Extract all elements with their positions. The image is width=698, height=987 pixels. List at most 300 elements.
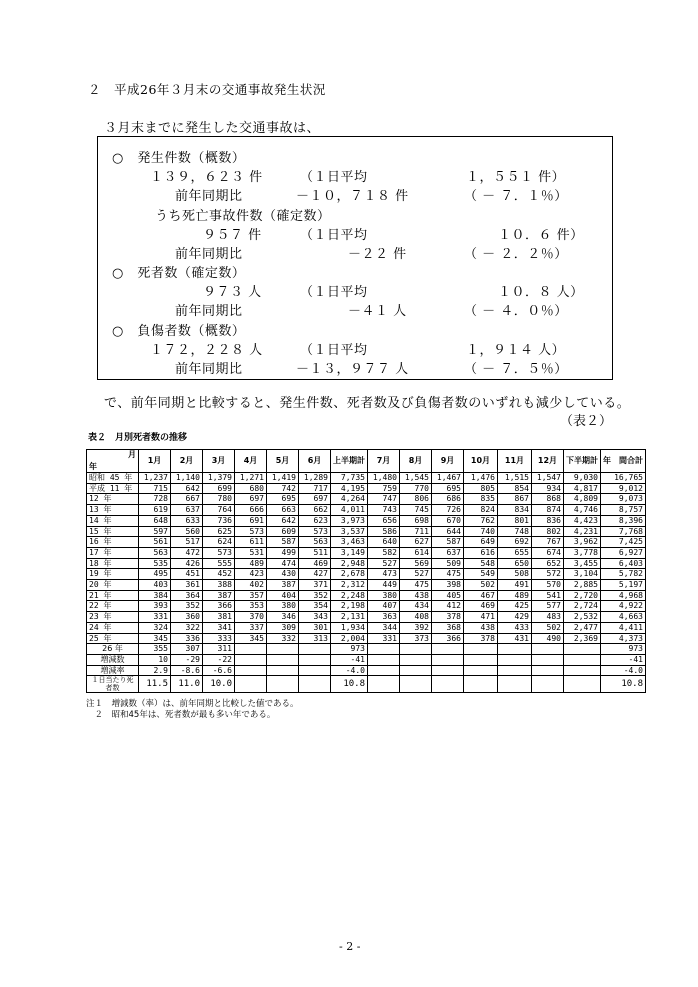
table-cell: 1,467 bbox=[432, 473, 464, 484]
table-cell: 667 bbox=[171, 494, 203, 505]
table-cell: 4,011 bbox=[331, 505, 368, 516]
table-cell: 573 bbox=[299, 526, 331, 537]
table-cell: 502 bbox=[532, 622, 564, 633]
table-cell: 489 bbox=[498, 590, 532, 601]
table-cell: 535 bbox=[139, 558, 171, 569]
table-row bbox=[87, 644, 646, 655]
table-cell: 764 bbox=[203, 505, 235, 516]
table-row bbox=[87, 526, 646, 537]
table-cell: 11.0 bbox=[171, 676, 203, 693]
table-cell: 307 bbox=[171, 644, 203, 655]
table-cell: 423 bbox=[235, 569, 267, 580]
table-cell: 743 bbox=[368, 505, 400, 516]
table-cell: 471 bbox=[464, 612, 498, 623]
table-cell: 4,968 bbox=[601, 590, 646, 601]
note-2: ２ 昭和45年は、死者数が最も多い年である。 bbox=[86, 710, 276, 720]
table-cell bbox=[400, 676, 432, 693]
table-cell: 403 bbox=[139, 580, 171, 591]
table-cell: 611 bbox=[235, 537, 267, 548]
table-cell: 767 bbox=[532, 537, 564, 548]
table-cell: 412 bbox=[432, 601, 464, 612]
table-cell: 1,237 bbox=[139, 473, 171, 484]
table-cell: 616 bbox=[464, 547, 498, 558]
table-cell: 11.5 bbox=[139, 676, 171, 693]
table-row bbox=[87, 537, 646, 548]
table-cell: 426 bbox=[171, 558, 203, 569]
table-notes bbox=[86, 699, 299, 721]
table-cell: -6.6 bbox=[203, 665, 235, 676]
column-header: 3月 bbox=[203, 450, 235, 473]
row-label: 20 年 bbox=[87, 580, 139, 591]
table-row bbox=[87, 601, 646, 612]
table-cell: 469 bbox=[464, 601, 498, 612]
table-cell: 802 bbox=[532, 526, 564, 537]
row-label: 23 年 bbox=[87, 612, 139, 623]
column-header: 上半期計 bbox=[331, 450, 368, 473]
table-cell: 642 bbox=[267, 515, 299, 526]
table-cell: 2,885 bbox=[564, 580, 601, 591]
table-cell: 353 bbox=[235, 601, 267, 612]
table-row bbox=[87, 676, 646, 693]
column-header: 1月 bbox=[139, 450, 171, 473]
column-header: 12月 bbox=[532, 450, 564, 473]
table-cell: 344 bbox=[368, 622, 400, 633]
table-cell: 364 bbox=[171, 590, 203, 601]
table-cell: 759 bbox=[368, 483, 400, 494]
summary-sentence: で、前年同期と比較すると、発生件数、死者数及び負傷者数のいずれも減少している。 bbox=[104, 396, 631, 411]
table-cell bbox=[299, 654, 331, 665]
table-cell: 388 bbox=[203, 580, 235, 591]
table-cell: 662 bbox=[299, 505, 331, 516]
table-cell: 867 bbox=[498, 494, 532, 505]
table-cell: 301 bbox=[299, 622, 331, 633]
note-1: 注１ 増減数（率）は、前年同期と比較した値である。 bbox=[86, 699, 299, 709]
table-cell: 695 bbox=[267, 494, 299, 505]
table-cell: 642 bbox=[171, 483, 203, 494]
table-cell: 715 bbox=[139, 483, 171, 494]
table-cell: 355 bbox=[139, 644, 171, 655]
table-cell: 1,419 bbox=[267, 473, 299, 484]
table-cell bbox=[267, 654, 299, 665]
table-cell bbox=[464, 654, 498, 665]
table-cell: 649 bbox=[464, 537, 498, 548]
table-cell bbox=[235, 644, 267, 655]
corner-month-label: 月 bbox=[128, 450, 136, 459]
table-cell: 1,476 bbox=[464, 473, 498, 484]
table-cell: 824 bbox=[464, 505, 498, 516]
table-cell: 586 bbox=[368, 526, 400, 537]
injured-count: １７２，２２８ 人 bbox=[150, 343, 263, 358]
table-cell: 726 bbox=[432, 505, 464, 516]
table-cell: 5,782 bbox=[601, 569, 646, 580]
table-cell: 868 bbox=[532, 494, 564, 505]
table-cell: 697 bbox=[299, 494, 331, 505]
table-row bbox=[87, 633, 646, 644]
table-cell: 393 bbox=[139, 601, 171, 612]
table-cell: 2,532 bbox=[564, 612, 601, 623]
table-cell: 637 bbox=[432, 547, 464, 558]
table-cell: 407 bbox=[368, 601, 400, 612]
table-cell: 430 bbox=[267, 569, 299, 580]
table-cell: 8,396 bbox=[601, 515, 646, 526]
table-cell bbox=[464, 676, 498, 693]
table-cell: 502 bbox=[464, 580, 498, 591]
table-row bbox=[87, 505, 646, 516]
table-cell: 3,537 bbox=[331, 526, 368, 537]
table-cell: 332 bbox=[267, 633, 299, 644]
table-cell: 361 bbox=[171, 580, 203, 591]
table-cell: 561 bbox=[139, 537, 171, 548]
table-corner-cell bbox=[87, 450, 139, 473]
row-label: 18 年 bbox=[87, 558, 139, 569]
table-cell: 384 bbox=[139, 590, 171, 601]
table-cell: 431 bbox=[498, 633, 532, 644]
table-cell: 548 bbox=[464, 558, 498, 569]
table-cell bbox=[564, 676, 601, 693]
table-cell: 699 bbox=[203, 483, 235, 494]
table-cell: 425 bbox=[498, 601, 532, 612]
accidents-daily-value: １，５５１ 件） bbox=[466, 170, 566, 185]
table-cell: 625 bbox=[203, 526, 235, 537]
table-cell: 573 bbox=[235, 526, 267, 537]
table-cell bbox=[235, 676, 267, 693]
monthly-deaths-table bbox=[86, 449, 646, 693]
column-header: 9月 bbox=[432, 450, 464, 473]
table-cell: 337 bbox=[235, 622, 267, 633]
table-cell: 429 bbox=[498, 612, 532, 623]
table-cell: 854 bbox=[498, 483, 532, 494]
table-cell bbox=[432, 676, 464, 693]
table-cell: 8,757 bbox=[601, 505, 646, 516]
table-cell: 366 bbox=[203, 601, 235, 612]
table-cell: 806 bbox=[400, 494, 432, 505]
table-cell: 16,765 bbox=[601, 473, 646, 484]
table-cell: 1,480 bbox=[368, 473, 400, 484]
table-cell: 9,073 bbox=[601, 494, 646, 505]
table-cell bbox=[368, 665, 400, 676]
table-row bbox=[87, 622, 646, 633]
table-cell: 614 bbox=[400, 547, 432, 558]
table-cell: 368 bbox=[432, 622, 464, 633]
column-header: 11月 bbox=[498, 450, 532, 473]
table-row bbox=[87, 665, 646, 676]
table-cell: 1,515 bbox=[498, 473, 532, 484]
injured-daily-label: （１日平均 bbox=[300, 343, 368, 358]
table-cell: 1,547 bbox=[532, 473, 564, 484]
table-cell: 392 bbox=[400, 622, 432, 633]
table-cell: 402 bbox=[235, 580, 267, 591]
table-cell: 4,809 bbox=[564, 494, 601, 505]
page-number: - 2 - bbox=[339, 940, 361, 953]
deaths-daily-value: １０．８ 人） bbox=[498, 285, 584, 300]
table-cell: 572 bbox=[532, 569, 564, 580]
table-cell bbox=[299, 676, 331, 693]
table-cell: 509 bbox=[432, 558, 464, 569]
table-cell: 1,140 bbox=[171, 473, 203, 484]
table-cell: 531 bbox=[235, 547, 267, 558]
deaths-heading: ○ 死者数（確定数） bbox=[112, 266, 246, 281]
table-cell: 352 bbox=[171, 601, 203, 612]
table-cell: 331 bbox=[368, 633, 400, 644]
column-header: 8月 bbox=[400, 450, 432, 473]
table-cell bbox=[299, 665, 331, 676]
table-cell: 597 bbox=[139, 526, 171, 537]
table-cell bbox=[400, 644, 432, 655]
row-label: 14 年 bbox=[87, 515, 139, 526]
table-cell bbox=[267, 644, 299, 655]
table-cell: 311 bbox=[203, 644, 235, 655]
table-cell: 3,149 bbox=[331, 547, 368, 558]
table-cell bbox=[400, 654, 432, 665]
table-cell bbox=[532, 676, 564, 693]
table-cell: 748 bbox=[498, 526, 532, 537]
table-cell: 2,004 bbox=[331, 633, 368, 644]
table-cell: 663 bbox=[267, 505, 299, 516]
table-cell: 747 bbox=[368, 494, 400, 505]
table-cell: 4,423 bbox=[564, 515, 601, 526]
accidents-daily-label: （１日平均 bbox=[300, 170, 368, 185]
table-cell: 322 bbox=[171, 622, 203, 633]
row-label: 22 年 bbox=[87, 601, 139, 612]
table-cell: 408 bbox=[400, 612, 432, 623]
table-cell: 313 bbox=[299, 633, 331, 644]
table-cell: 670 bbox=[432, 515, 464, 526]
table-cell: 577 bbox=[532, 601, 564, 612]
table-cell: 874 bbox=[532, 505, 564, 516]
table-cell bbox=[235, 654, 267, 665]
table-cell bbox=[299, 644, 331, 655]
table-cell: 4,411 bbox=[601, 622, 646, 633]
row-label: 21 年 bbox=[87, 590, 139, 601]
table-cell: 10 bbox=[139, 654, 171, 665]
table-cell: 680 bbox=[235, 483, 267, 494]
table-cell: 648 bbox=[139, 515, 171, 526]
table-cell bbox=[564, 665, 601, 676]
table-cell: 438 bbox=[464, 622, 498, 633]
table-cell bbox=[532, 654, 564, 665]
table-cell: 427 bbox=[299, 569, 331, 580]
table-cell: 656 bbox=[368, 515, 400, 526]
table-cell bbox=[498, 644, 532, 655]
table-cell: 4,922 bbox=[601, 601, 646, 612]
table-cell: 973 bbox=[331, 644, 368, 655]
table-cell: 343 bbox=[299, 612, 331, 623]
table-cell: 1,545 bbox=[400, 473, 432, 484]
table-cell: 9,030 bbox=[564, 473, 601, 484]
table-cell: 324 bbox=[139, 622, 171, 633]
table-cell: 309 bbox=[267, 622, 299, 633]
table-cell: 10.8 bbox=[331, 676, 368, 693]
table-cell: 4,663 bbox=[601, 612, 646, 623]
table-cell bbox=[432, 644, 464, 655]
table-cell: 434 bbox=[400, 601, 432, 612]
table-cell: 587 bbox=[267, 537, 299, 548]
accidents-yoy-value: －１０，７１８ 件 bbox=[296, 189, 409, 204]
fatal-daily-value: １０．６ 件） bbox=[498, 228, 584, 243]
row-label: 16 年 bbox=[87, 537, 139, 548]
table-cell: 762 bbox=[464, 515, 498, 526]
table-cell: 1,934 bbox=[331, 622, 368, 633]
table-cell: 517 bbox=[171, 537, 203, 548]
table-cell bbox=[368, 654, 400, 665]
table-cell: 357 bbox=[235, 590, 267, 601]
table-cell: 711 bbox=[400, 526, 432, 537]
table-cell: 3,973 bbox=[331, 515, 368, 526]
table-cell: 378 bbox=[464, 633, 498, 644]
column-header: 下半期計 bbox=[564, 450, 601, 473]
table-cell: 10.8 bbox=[601, 676, 646, 693]
table-cell: 469 bbox=[299, 558, 331, 569]
table-cell: 333 bbox=[203, 633, 235, 644]
table-cell bbox=[532, 665, 564, 676]
table-cell: 489 bbox=[235, 558, 267, 569]
table-cell: -22 bbox=[203, 654, 235, 665]
injured-yoy-label: 前年同期比 bbox=[175, 362, 243, 377]
corner-year-label: 年 bbox=[89, 462, 97, 471]
fatal-yoy-value: －２２ 件 bbox=[348, 247, 407, 262]
table-caption: 表２ 月別死者数の推移 bbox=[88, 433, 188, 443]
table-cell: 563 bbox=[299, 537, 331, 548]
table-row bbox=[87, 654, 646, 665]
table-cell: 623 bbox=[299, 515, 331, 526]
intro-text: ３月末までに発生した交通事故は、 bbox=[104, 121, 321, 136]
table-row bbox=[87, 569, 646, 580]
table-cell: 780 bbox=[203, 494, 235, 505]
table-cell: 370 bbox=[235, 612, 267, 623]
table-cell: 511 bbox=[299, 547, 331, 558]
row-label: 17 年 bbox=[87, 547, 139, 558]
table-cell: 380 bbox=[368, 590, 400, 601]
table-cell: 573 bbox=[203, 547, 235, 558]
table-cell: 5,197 bbox=[601, 580, 646, 591]
table-cell: 2,477 bbox=[564, 622, 601, 633]
table-cell: 472 bbox=[171, 547, 203, 558]
table-cell: 433 bbox=[498, 622, 532, 633]
table-cell: 698 bbox=[400, 515, 432, 526]
table-cell: 404 bbox=[267, 590, 299, 601]
table-cell: 569 bbox=[400, 558, 432, 569]
table-cell: 6,403 bbox=[601, 558, 646, 569]
table-cell: 1,289 bbox=[299, 473, 331, 484]
table-cell: -4.0 bbox=[331, 665, 368, 676]
table-cell: 801 bbox=[498, 515, 532, 526]
table-cell: 373 bbox=[400, 633, 432, 644]
fatal-yoy-rate: （ － ２．２％） bbox=[464, 247, 568, 262]
table-cell: 366 bbox=[432, 633, 464, 644]
column-header: 5月 bbox=[267, 450, 299, 473]
table-cell: 973 bbox=[601, 644, 646, 655]
table-cell: 449 bbox=[368, 580, 400, 591]
row-label: 24 年 bbox=[87, 622, 139, 633]
deaths-count: ９７３ 人 bbox=[203, 285, 262, 300]
table-cell: 835 bbox=[464, 494, 498, 505]
row-label: 増減率 bbox=[87, 665, 139, 676]
table-cell: 582 bbox=[368, 547, 400, 558]
table-cell: 674 bbox=[532, 547, 564, 558]
table-cell: 609 bbox=[267, 526, 299, 537]
table-cell: 1,379 bbox=[203, 473, 235, 484]
table-cell bbox=[368, 644, 400, 655]
table-cell bbox=[464, 665, 498, 676]
table-cell bbox=[498, 654, 532, 665]
row-label: 平成 11 年 bbox=[87, 483, 139, 494]
table-cell: 2,678 bbox=[331, 569, 368, 580]
table-row bbox=[87, 580, 646, 591]
table-cell: 3,463 bbox=[331, 537, 368, 548]
table-cell: 691 bbox=[235, 515, 267, 526]
table-cell: 483 bbox=[532, 612, 564, 623]
table-cell: 627 bbox=[400, 537, 432, 548]
table-cell: 740 bbox=[464, 526, 498, 537]
table-cell: 3,962 bbox=[564, 537, 601, 548]
table-cell: 3,104 bbox=[564, 569, 601, 580]
table-cell: 346 bbox=[267, 612, 299, 623]
table-cell bbox=[564, 644, 601, 655]
table-cell: 336 bbox=[171, 633, 203, 644]
table-cell: 475 bbox=[400, 580, 432, 591]
table-cell: 686 bbox=[432, 494, 464, 505]
table-cell: 360 bbox=[171, 612, 203, 623]
table-cell bbox=[368, 676, 400, 693]
table-cell: 2,312 bbox=[331, 580, 368, 591]
table-row bbox=[87, 547, 646, 558]
fatal-accidents-count: ９５７ 件 bbox=[203, 228, 262, 243]
table-cell: 381 bbox=[203, 612, 235, 623]
table-cell bbox=[432, 654, 464, 665]
table-cell: 644 bbox=[432, 526, 464, 537]
table-cell bbox=[432, 665, 464, 676]
table-cell: 2,131 bbox=[331, 612, 368, 623]
table-cell: -41 bbox=[331, 654, 368, 665]
table-cell: 624 bbox=[203, 537, 235, 548]
column-header: 7月 bbox=[368, 450, 400, 473]
table-cell: 4,231 bbox=[564, 526, 601, 537]
table-cell: 633 bbox=[171, 515, 203, 526]
table-cell: 380 bbox=[267, 601, 299, 612]
section-title: ２ 平成26年３月末の交通事故発生状況 bbox=[88, 82, 326, 97]
fatal-yoy-label: 前年同期比 bbox=[175, 247, 243, 262]
table-cell bbox=[498, 665, 532, 676]
table-row bbox=[87, 558, 646, 569]
row-label: 15 年 bbox=[87, 526, 139, 537]
table-cell: 9,012 bbox=[601, 483, 646, 494]
table-cell: 1,271 bbox=[235, 473, 267, 484]
deaths-yoy-rate: （ － ４．０％） bbox=[464, 304, 568, 319]
table-cell: 10.0 bbox=[203, 676, 235, 693]
injured-yoy-value: －１３，９７７ 人 bbox=[296, 362, 409, 377]
injured-heading: ○ 負傷者数（概数） bbox=[112, 324, 246, 339]
table-cell: 619 bbox=[139, 505, 171, 516]
table-cell: 474 bbox=[267, 558, 299, 569]
table-cell: 352 bbox=[299, 590, 331, 601]
column-header: 6月 bbox=[299, 450, 331, 473]
row-label: 25 年 bbox=[87, 633, 139, 644]
table-cell: 363 bbox=[368, 612, 400, 623]
table-cell: 2,248 bbox=[331, 590, 368, 601]
table-cell bbox=[564, 654, 601, 665]
table-cell: 4,264 bbox=[331, 494, 368, 505]
table-cell: 354 bbox=[299, 601, 331, 612]
table-cell: 3,455 bbox=[564, 558, 601, 569]
table-cell: 4,817 bbox=[564, 483, 601, 494]
table-cell: 2,724 bbox=[564, 601, 601, 612]
table-cell: 570 bbox=[532, 580, 564, 591]
table-cell: 341 bbox=[203, 622, 235, 633]
table-cell: 805 bbox=[464, 483, 498, 494]
table-cell: 728 bbox=[139, 494, 171, 505]
table-cell: -8.6 bbox=[171, 665, 203, 676]
table-cell: 495 bbox=[139, 569, 171, 580]
